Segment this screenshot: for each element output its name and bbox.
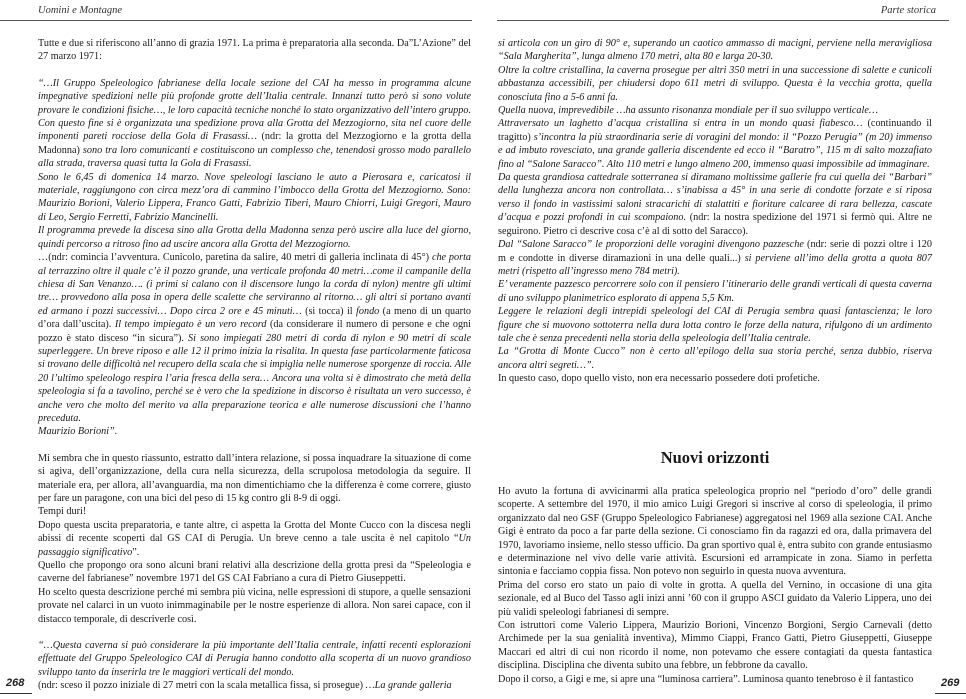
paragraph-gap xyxy=(38,64,471,77)
page-number: 268 xyxy=(6,677,25,689)
paragraph xyxy=(38,559,471,586)
italic-run: Sono le 6,45 di domenica 14 marzo. Nove speleologi lasciano le auto a Pierosara e, caricatosi il materiale, raggiungono con circa mezz’ora di cammino l’imbocco della Grotta del Mezzogiorno. Sono: Maurizio Borioni, Valerio Lippera, Franco Gatti, Fabrizio Tiberi, Mauro Chiorri, Luigi Gregori, Mauro di Leo, Sergio Ferretti, Fabrizio Mancinelli. xyxy=(38,171,471,223)
italic-run: …La grande galleria xyxy=(365,680,452,692)
paragraph xyxy=(38,679,471,692)
paragraph xyxy=(498,117,932,171)
italic-run: Da questa grandiosa cattedrale sotterranea si diramano moltissime gallerie fra cui quella dei “Barbari” della lunghezza ancora non controllata… s’inabissa a 45° in una serie di condotte forzate e si riposa verso il fondo in vastissimi saloni stracarichi di stalattiti e fioriture calcaree di rara bellezza, cascate d’acqua e pozzi profondi in cui scompaiono. xyxy=(498,172,932,224)
italic-run: “…Questa caverna si può considerare la più importante dell’Italia centrale, infatti recenti esplorazioni effettuate del Gruppo Speleologico CAI di Perugia hanno condotto alla scoperta di un nuovo grandioso sviluppo tanto da inserirla tre le maggiori verticali del mondo. xyxy=(38,640,471,678)
text-run: (ndr: la grotta del Mezzogiorno e la grotta della Madonna) xyxy=(38,131,471,156)
italic-run: Il tempo impiegato è un vero record xyxy=(114,319,270,331)
paragraph xyxy=(38,519,471,559)
right-page xyxy=(483,0,966,699)
text-run: Tempi duri! xyxy=(38,506,87,518)
paragraph xyxy=(38,224,471,251)
italic-run: Maurizio Borioni”. xyxy=(38,426,118,438)
paragraph xyxy=(498,485,932,579)
text-run: Tutte e due si riferiscono all’anno di grazia 1971. La prima è preparatoria alla seconda. Da”L’Azione” del 27 marzo 1971: xyxy=(38,38,471,63)
section-title: Nuovi orizzonti xyxy=(660,448,770,467)
paragraph xyxy=(498,37,932,64)
italic-run: Un passaggio significativo xyxy=(38,533,471,558)
body-text-continued xyxy=(498,37,932,386)
text-run: Mi sembra che in questo riassunto, estratto dall’intera relazione, si possa inquadrare la situazione di come si agiva, dell’organizzazione, della cura nella sicurezza, della scrupolosa metodologia da seguire. Il materiale era, per allora, all’avanguardia, ma non dimentichiamo che la differenza è come correre, giusto per fare un paragone, con una bici del peso di 15 kg contro gli 8-9 di oggi. xyxy=(38,452,471,504)
italic-run: s’incontra la più straordinaria serie di voragini del mondo: il “Pozzo Perugia” (m 20) immenso e ad imbuto rovesciato, una grande galleria discendente ed ecco il “Baratro”, 115 m di salto mozzafiato fino al “Salone Saracco”. Alto 110 metri e lungo almeno 200, immenso quasi impossibile ad immaginare. xyxy=(498,131,932,170)
header-rule xyxy=(497,20,949,21)
paragraph xyxy=(38,251,471,425)
page-number: 269 xyxy=(941,677,960,689)
text-run: Dopo il corso, a Gigi e me, si apre una “luminosa carriera”. Luminosa quanto tenebroso è il fantastico xyxy=(498,673,914,685)
paragraph xyxy=(498,64,932,104)
paragraph-gap xyxy=(38,626,471,639)
italic-run: La “Grotta di Monte Cucco” non è certo all’epilogo della sua storia perché, senza dubbio, riserva ancora altri segreti…”. xyxy=(498,346,932,371)
running-head: Uomini e Montagne xyxy=(38,5,122,16)
italic-run: mentre gli ultimi tre… provvedono alla posa in opera delle scalette che serviranno al ritorno… gli altri si portano avanti ed armano i pozzi successivi… Dopo circa 2 ore e 45 minuti… xyxy=(38,278,471,317)
italic-run: che porta al terrazzino oltre il quale c’è il pozzo grande, una verticale profonda 40 metri…come il campanile della chiesa di San Venanzo…. xyxy=(38,252,472,290)
paragraph xyxy=(498,579,932,619)
text-run: (ndr: serie di pozzi oltre i 120 m e condotte in diverse diramazioni in una delle quali...) xyxy=(498,239,932,264)
page-number-rule xyxy=(935,693,966,694)
italic-run: (i primi si calano con il discensore lungo la corda di nylon) xyxy=(146,278,402,290)
text-run: Quello che propongo ora sono alcuni brani relativi alla descrizione della grotta presi da “Speleologia e caverne del fabrianese” novembre 1971 del GS CAI Fabriano a cura di Pietro Giuseppetti. xyxy=(38,560,471,585)
italic-run: E’ veramente pazzesco percorrere solo con il pensiero l’itinerario delle grandi verticali di questa caverna di uno sviluppo planimetrico esplorato di appena 5,5 Km. xyxy=(498,279,932,304)
paragraph-gap xyxy=(38,439,471,452)
text-run: In questo caso, dopo quello visto, non era necessario possedere doti profetiche. xyxy=(498,373,820,385)
paragraph xyxy=(498,345,932,372)
italic-run: Quella nuova, imprevedibile …ha assunto risonanza mondiale per il suo sviluppo verticale… xyxy=(498,105,878,117)
page-number-rule xyxy=(0,693,32,694)
italic-run: Oltre la coltre cristallina, la caverna prosegue per altri 350 metri in una successione di salette e cunicoli abbastanza accessibili, per chiudersi dopo 611 metri di sviluppo. Questa è la vecchia grotta, quella conosciuta fino a 5-6 anni fa. xyxy=(498,64,932,103)
italic-run: sono tra loro comunicanti e costituiscono un complesso che, tenendosi grosso modo parallelo alla strada, traversa quasi tutta la Gola di Frasassi. xyxy=(38,144,471,170)
italic-run: si articola con un giro di 90° e, superando un caotico ammasso di macigni, perviene nella meravigliosa “Sala Margherita”, lunga almeno 170 metri, alta 80 e larga 20-30. xyxy=(498,38,932,63)
italic-run: “…Il Gruppo Speleologico fabrianese della locale sezione del CAI ha messo in programma alcune impegnative spedizioni nelle più profonde grotte dell’Italia centrale. Innanzi tutto però si sono volute provare le condizioni fisiche…, le loro capacità tecniche nonché lo stato organizzativo dell’intero gruppo. Con questo fine si è organizzata una spedizione prova alla Grotta del Mezzogiorno, sita nel cuore delle imponenti pareti rocciose della Gola di Frasassi… xyxy=(38,77,471,143)
paragraph xyxy=(38,586,471,626)
text-run: (ndr: sceso il pozzo iniziale di 27 metri con la scala metallica fissa, si prosegue) xyxy=(38,680,366,692)
paragraph xyxy=(498,238,932,278)
paragraph xyxy=(38,425,471,438)
paragraph xyxy=(498,305,932,345)
body-text xyxy=(38,37,471,693)
paragraph xyxy=(498,171,932,238)
paragraph xyxy=(38,171,471,225)
italic-run: Attraversato un laghetto d’acqua cristallina si entra in un mondo quasi fiabesco… xyxy=(498,118,868,130)
text-run: Prima del corso ero stato un paio di volte in grotta. A quella del Vernino, in occasione di una gita sezionale, ed al Buco del Tasso agli inizi anni ’60 con il gruppo ASCI guidato da Valerio Lippera, uno dei più validi speleologi fabrianesi di sempre. xyxy=(498,579,932,618)
paragraph xyxy=(38,37,471,64)
italic-run: Dal “Salone Saracco” le proporzioni delle voragini divengono pazzesche xyxy=(498,239,808,251)
text-run: Con istruttori come Valerio Lippera, Maurizio Borioni, Vincenzo Borgioni, Sergio Carnevali (detto Archimede per la sua genialità inventiva), Mimmo Ciappi, Franco Gatti, Pietro Giuseppetti, Giuseppe Maccari ed altri di cui non ricordo il nome, non potevamo che essere contagiati da questa fantastica disciplina. Disciplina che diventa subito una febbre, un febbrone da cavallo. xyxy=(498,620,932,672)
text-run: ”. xyxy=(132,546,140,558)
paragraph xyxy=(498,619,932,673)
text-run: (continuando il tragitto) xyxy=(498,118,932,143)
paragraph xyxy=(498,104,932,117)
text-run: (si tocca) il xyxy=(305,305,357,317)
header-rule xyxy=(0,20,472,21)
text-run: …(ndr: comincia l’avventura. Cunicolo, paretina da salire, 40 metri di galleria inclinata di 45°) xyxy=(38,252,432,264)
italic-run: Leggere le relazioni degli intrepidi speleologi del CAI di Perugia sembra quasi fantascienza; le loro figure che si muovono sottoterra nella dura lotta contro le forze della natura, rifulgono di un ardimento tale che è senza precedenti nella storia della speleologia dell’Italia centrale. xyxy=(498,306,932,344)
text-run: Dopo questa uscita preparatoria, e tante altre, ci aspetta la Grotta del Monte Cucco con la discesa negli abissi di recente scoperti dal GS CAI di Perugia. Un breve cenno a tale uscita è nel capitolo “ xyxy=(38,519,471,545)
paragraph xyxy=(498,673,932,686)
italic-run: si perviene all’imo della grotta a quota 807 metri (rispetto all’ingresso meno 784 metri). xyxy=(498,252,932,277)
paragraph xyxy=(38,505,471,518)
running-head: Parte storica xyxy=(880,5,936,16)
text-run: (da considerare il numero di persone e che ogni pozzo è stato disceso “in sicura”). xyxy=(38,319,471,344)
text-run: (ndr: la nostra spedizione del 1971 si fermò qui. Altre ne seguirono. Pietro ci descrive cosa c’è al di sotto del Saracco). xyxy=(498,212,932,237)
paragraph xyxy=(38,639,471,679)
section-body xyxy=(498,485,932,686)
italic-run: Il programma prevede la discesa sino alla Grotta della Madonna senza però uscire alla luce del giorno, quindi percorso a ritroso fino ad uscire ancora alla Grotta del Mezzogiorno. xyxy=(38,225,471,250)
italic-run: Si sono impiegati 280 metri di corda di nylon e 90 metri di scale superleggere. Un breve riposo e alle 12 il primo inizia la risalita. In questa fase particolarmente faticosa si trovano delle difficoltà nel recupero della scala che si impiglia nelle numerose sporgenze di roccia. Alle 20 l’ultimo speleologo respira l’aria fresca della sera… Ancora una volta si è dimostrato che metà della speleologia si fa a tavolino, perché se è vero che la spedizione in discorso è risultata un vero successo, è anche vero che molto del merito va alla preparazione teorica e alle numerose discussioni che l’hanno preceduta. xyxy=(38,332,471,424)
paragraph xyxy=(38,452,471,506)
text-run: Ho avuto la fortuna di avvicinarmi alla pratica speleologica proprio nel “periodo d’oro” delle grandi scoperte. A settembre del 1970, il mio amico Luigi Gregori si inscrive al corso di speleologia, il primo organizzato dal neo GSF (Gruppo Speleologico Fabrianese) aggregatosi nel 1969 alla sezione CAI. Anche Gigi è entrato da poco a far parte della sezione. Ci conosciamo fin da ragazzi ed ora, dalla primavera del 1970, lavoriamo insieme, nello stesso ufficio. Da gran sportivo qual è, entra subito con grande entusiasmo e determinazione nel vivo delle varie attività. Escursioni ed arrampicate in zona. Siamo in perfetta sintonia e facciamo coppia fissa. Non potevo non seguirlo in questa nuova avventura. xyxy=(498,486,932,578)
section xyxy=(498,448,932,686)
paragraph xyxy=(38,77,471,171)
italic-run: fondo xyxy=(356,305,383,317)
paragraph xyxy=(498,372,932,385)
text-run: (a meno di un quarto d’ora dall’uscita). xyxy=(38,305,471,331)
text-run: Ho scelto questa descrizione perché mi sembra più vicina, nelle espressioni di stupore, a quelle sensazioni provate nel calarci in un vuoto inimmaginabile per le nostre esperienze di allora. Non sarei capace, con il distacco temporale, di descriverle così. xyxy=(38,586,471,625)
paragraph xyxy=(498,278,932,305)
